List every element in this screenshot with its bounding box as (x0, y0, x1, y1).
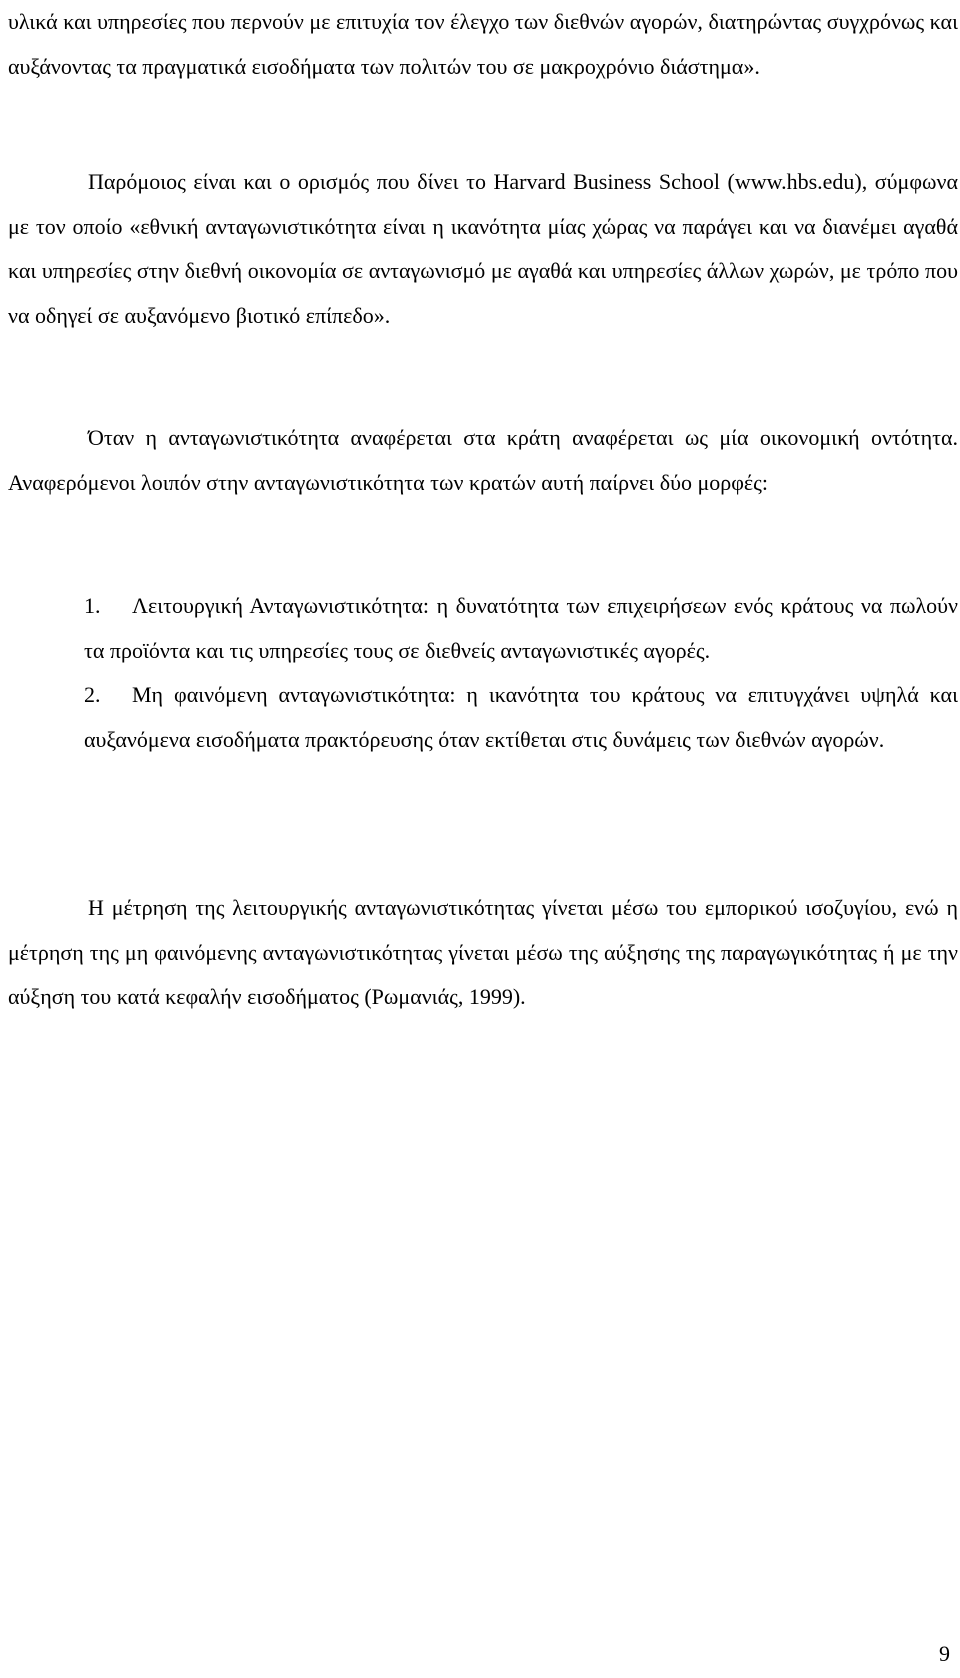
list-item (84, 584, 958, 673)
competitiveness-forms-list (84, 584, 958, 762)
page-number: 9 (939, 1641, 950, 1666)
list-item-text: Λειτουργική Ανταγωνιστικότητα: η δυνατότητα των επιχειρήσεων ενός κράτους να πωλούν τα προϊόντα και τις υπηρεσίες τους σε διεθνείς ανταγωνιστικές αγορές. (84, 593, 958, 663)
list-item (84, 673, 958, 762)
paragraph-harvard-definition: Παρόμοιος είναι και ο ορισμός που δίνει το Harvard Business School (www.hbs.edu), σύμφωνα με τον οποίο «εθνική ανταγωνιστικότητα είναι η ικανότητα μίας χώρας να παράγει και να διανέμει αγαθά και υπηρεσίες στην διεθνή οικονομία σε ανταγωνισμό με αγαθά και υπηρεσίες άλλων χωρών, με τρόπο που να οδηγεί σε αυξανόμενο βιοτικό επίπεδο». (8, 169, 958, 328)
paragraph-continued-quote: υλικά και υπηρεσίες που περνούν με επιτυχία τον έλεγχο των διεθνών αγορών, διατηρώντας συγχρόνως και αυξάνοντας τα πραγματικά εισοδήματα των πολιτών του σε μακροχρόνιο διάστημα». (8, 9, 958, 79)
list-item-text: Μη φαινόμενη ανταγωνιστικότητα: η ικανότητα του κράτους να επιτυγχάνει υψηλά και αυξανόμενα εισοδήματα πρακτόρευσης όταν εκτίθεται στις δυνάμεις των διεθνών αγορών. (84, 682, 958, 752)
paragraph-state-competitiveness: Όταν η ανταγωνιστικότητα αναφέρεται στα κράτη αναφέρεται ως μία οικονομική οντότητα. Αναφερόμενοι λοιπόν στην ανταγωνιστικότητα των κρατών αυτή παίρνει δύο μορφές: (8, 425, 958, 495)
list-item-number: 1. (84, 593, 101, 618)
list-item-number: 2. (84, 682, 101, 708)
paragraph-measurement: Η μέτρηση της λειτουργικής ανταγωνιστικότητας γίνεται μέσω του εμπορικού ισοζυγίου, ενώ η μέτρηση της μη φαινόμενης ανταγωνιστικότητας γίνεται μέσω της αύξησης της παραγωγικότητας ή με την αύξηση του κατά κεφαλήν εισοδήματος (Ρωμανιάς, 1999). (8, 895, 958, 1010)
